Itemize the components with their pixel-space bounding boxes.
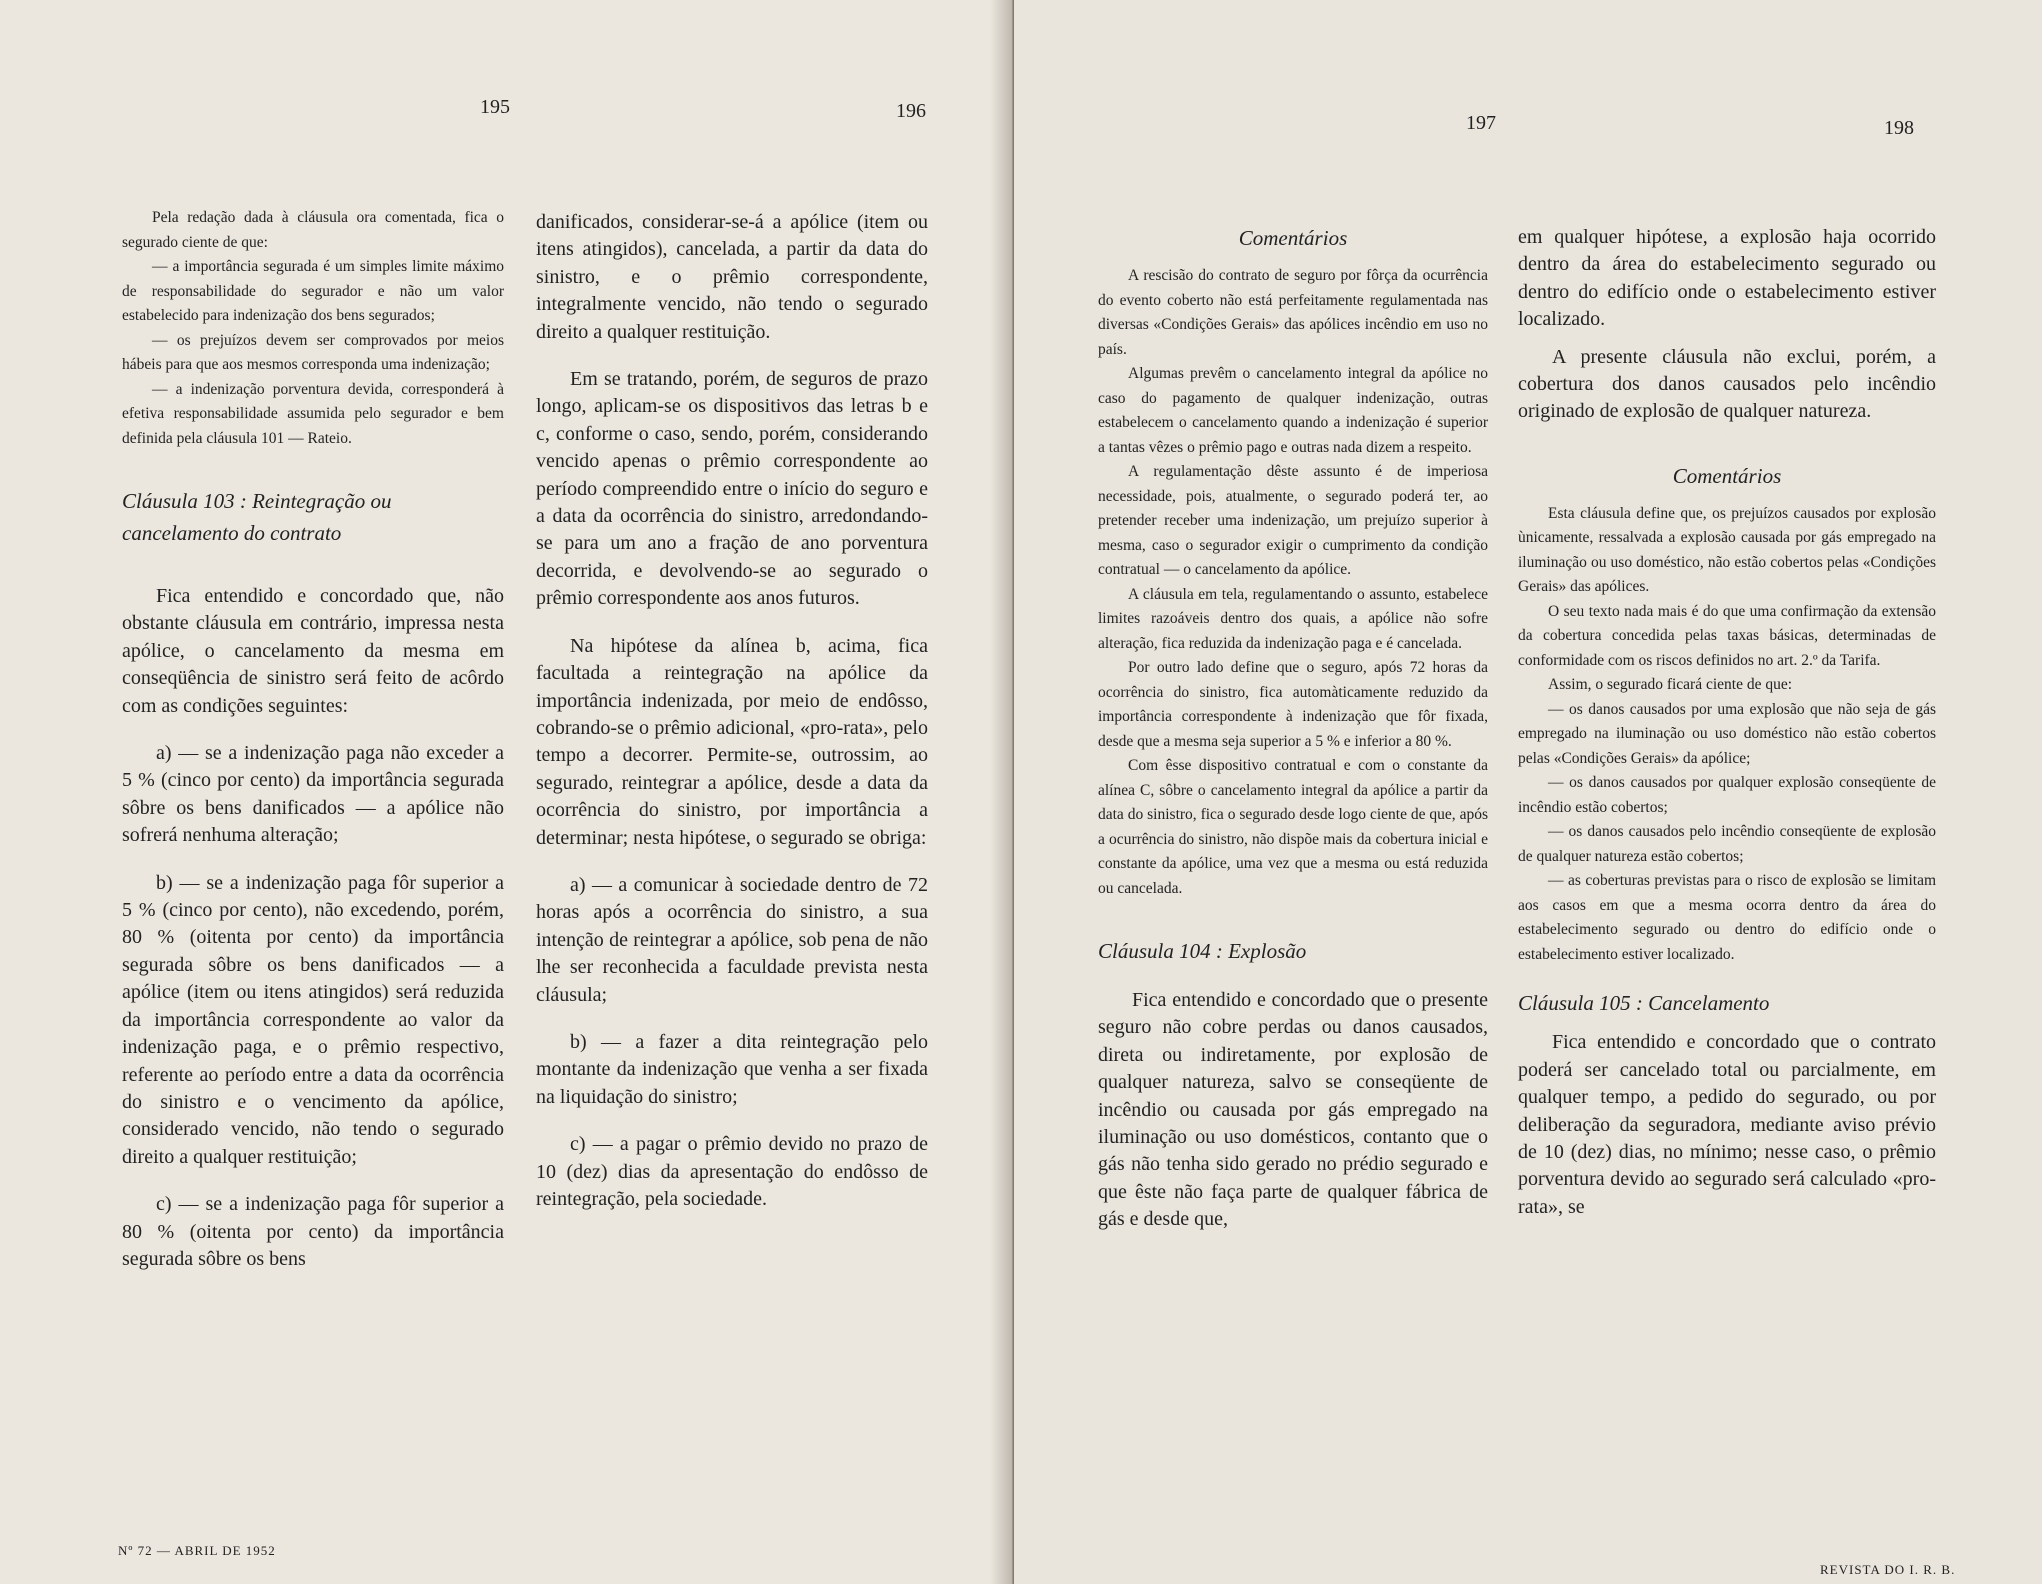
comments-heading: Comentários (1672, 463, 1782, 488)
column-195 (122, 206, 504, 1273)
paragraph: danificados, considerar-se-á a apólice (item ou itens atingidos), cancelada, a partir da data do sinistro, e o prêmio correspondente, integralmente vencido, não tendo o segurado direito a qualquer restituição. (536, 211, 928, 343)
list-item: — os danos causados por qualquer explosão conseqüente de incêndio estão cobertos; (1518, 774, 1936, 816)
clause-heading-104: Cláusula 104 : Explosão (1098, 939, 1307, 963)
right-page (1014, 0, 2042, 1584)
paragraph: Em se tratando, porém, de seguros de prazo longo, aplicam-se os dispositivos das letras b e c, conforme o caso, sendo, porém, considerando vencido apenas o prêmio correspondente ao período compreendido entre o início do seguro e a data da ocorrência do sinistro, arredondando-se para um ano a fração de ano porventura decorrida, e devolvendo-se ao segurado o prêmio correspondente aos anos futuros. (536, 368, 928, 610)
paragraph: A regulamentação dêste assunto é de imperiosa necessidade, pois, atualmente, o segurado poderá ter, ao pretender receber uma indenização, um prejuízo superior à mesma, caso o segurador exigir o cumprimento da condição contratual — o cancelamento da apólice. (1098, 463, 1488, 578)
column-196 (536, 209, 928, 1213)
item-c: c) — se a indenização paga fôr superior a 80 % (oitenta por cento) da importância segurada sôbre os bens (122, 1193, 504, 1270)
paragraph: Esta cláusula define que, os prejuízos causados por explosão ùnicamente, ressalvada a explosão causada por gás empregado na iluminação ou uso doméstico, não estão cobertos pelas «Condições Gerais» das apólices. (1518, 504, 1936, 596)
paragraph: O seu texto nada mais é do que uma confirmação da extensão da cobertura concedida pelas taxas básicas, determinadas de conformidade com os riscos definidos no art. 2.º da Tarifa. (1518, 602, 1936, 669)
paragraph: A rescisão do contrato de seguro por fôrça da ocurrência do evento coberto não está perfeitamente regulamentada nas diversas «Condições Gerais» das apólices incêndio em uso no país. (1098, 267, 1488, 358)
paragraph: A cláusula em tela, regulamentando o assunto, estabelece limites razoáveis dentro dos quais, a apólice não sofre alteração, fica reduzida da indenização paga e é cancelada. (1098, 585, 1488, 652)
paragraph: A presente cláusula não exclui, porém, a cobertura dos danos causados pelo incêndio originado de explosão de qualquer natureza. (1518, 345, 1936, 423)
clause-heading-105: Cláusula 105 : Cancelamento (1518, 991, 1770, 1016)
paragraph: Algumas prevêm o cancelamento integral da apólice no caso do pagamento de qualquer indenização, outras estabelecem o cancelamento quando a indenização é superior a tantas vêzes o prêmio pago e outras nada dizem a respeito. (1098, 365, 1488, 456)
paragraph: Com êsse dispositivo contratual e com o constante da alínea C, sôbre o cancelamento integral da apólice a partir da data do sinistro, fica o segurado desde logo ciente de que, após a ocurrência do sinistro, não dispõe mais da cobertura inicial e constante da apólice, uma vez que a mesma ou está reduzida ou cancelada. (1098, 757, 1488, 897)
list-item: — os danos causados pelo incêndio conseqüente de explosão de qualquer natureza estão cobertos; (1518, 823, 1936, 865)
list-item: — os danos causados por uma explosão que não seja de gás empregado na iluminação ou uso doméstico não estão cobertos pelas «Condições Gerais» da apólice; (1518, 700, 1936, 767)
left-page (0, 0, 1012, 1584)
page-number-198: 198 (1884, 117, 1914, 139)
item-a: a) — se a indenização paga não exceder a 5 % (cinco por cento) da importância segurada sôbre os bens danificados — a apólice não sofrerá nenhuma alteração; (122, 742, 504, 847)
item-c: c) — a pagar o prêmio devido no prazo de 10 (dez) dias da apresentação do endôsso de reintegração, pela sociedade. (536, 1133, 928, 1210)
paragraph: Assim, o segurado ficará ciente de que: (1548, 676, 1793, 694)
paragraph: Pela redação dada à cláusula ora comentada, fica o segurado ciente de que: (122, 209, 504, 251)
clause-heading-103: Cláusula 103 : Reintegração ou cancelamento do contrato (122, 489, 392, 545)
comments-heading: Comentários (1238, 226, 1348, 250)
clause-text: Fica entendido e concordado que o presente seguro não cobre perdas ou danos causados, direta ou indiretamente, por explosão de qualquer natureza, salvo se conseqüente de incêndio ou causada por gás empregado na iluminação ou uso domésticos, contanto que o gás não tenha sido gerado no prédio segurado e que êste não faça parte de qualquer fábrica de gás e desde que, (1098, 989, 1488, 1231)
page-number-196: 196 (896, 100, 926, 122)
item-b: b) — se a indenização paga fôr superior a 5 % (cinco por cento), não excedendo, porém, 80 % (oitenta por cento) da importância segurada sôbre os bens danificados — a apólice (item ou itens atingidos) será reduzida da importância correspondente ao valor da indenização paga, e o prêmio respectivo, referente ao período entre a data da ocorrência do sinistro e o vencimento da apólice, considerado vencido, não tendo o segurado direito a qualquer restituição; (122, 871, 504, 1168)
item-b: b) — a fazer a dita reintegração pelo montante da indenização que venha a ser fixada na liquidação do sinistro; (536, 1030, 928, 1108)
item-a: a) — a comunicar à sociedade dentro de 72 horas após a ocorrência do sinistro, a sua intenção de reintegrar a apólice, sob pena de não lhe ser reconhecida a faculdade prevista nesta cláusula; (536, 873, 928, 1006)
footer-issue: Nº 72 — ABRIL DE 1952 (118, 1543, 276, 1558)
column-198 (1518, 224, 1936, 1221)
paragraph: — a importância segurada é um simples limite máximo de responsabilidade do segurador e não um valor estabelecido para indenização dos bens segurados; (122, 258, 504, 324)
footer-journal: REVISTA DO I. R. B. (1820, 1562, 1956, 1577)
clause-text: Fica entendido e concordado que, não obstante cláusula em contrário, impressa nesta apólice, o cancelamento da mesma em conseqüência de sinistro será feito de acôrdo com as condições seguintes: (122, 585, 504, 717)
paragraph: — os prejuízos devem ser comprovados por meios hábeis para que aos mesmos corresponda uma indenização; (122, 331, 504, 373)
paragraph: — a indenização porventura devida, corresponderá à efetiva responsabilidade assumida pelo segurador e bem definida pela cláusula 101 — Rateio. (122, 380, 504, 447)
page-number-195: 195 (480, 96, 510, 118)
paragraph: em qualquer hipótese, a explosão haja ocorrido dentro da área do estabelecimento segurado ou dentro do edifício onde o estabelecimento estiver localizado. (1518, 226, 1936, 331)
paragraph: Por outro lado define que o seguro, após 72 horas da ocorrência do sinistro, fica automàticamente reduzido da importância correspondente à indenização que fôr fixada, desde que a mesma seja superior a 5 % e inferior a 80 %. (1098, 659, 1488, 750)
list-item: — as coberturas previstas para o risco de explosão se limitam aos casos em que a mesma ocorra dentro da área do estabelecimento segurado ou dentro do edifício onde o estabelecimento estiver localizado. (1518, 872, 1936, 963)
page-number-197: 197 (1466, 112, 1496, 134)
clause-text: Fica entendido e concordado que o contrato poderá ser cancelado total ou parcialmente, em qualquer tempo, a pedido do segurado, ou por deliberação da seguradora, mediante aviso prévio de 10 (dez) dias, no mínimo; nesse caso, o prêmio porventura devido ao segurado será calculado «pro-rata», se (1518, 1031, 1936, 1218)
paragraph: Na hipótese da alínea b, acima, fica facultada a reintegração na apólice da importância indenizada, por meio de endôsso, cobrando-se o prêmio adicional, «pro-rata», pelo tempo a decorrer. Permite-se, outrossim, ao segurado, reintegrar a apólice, desde a data da ocorrência do sinistro, por importância a determinar; nesta hipótese, o segurado se obriga: (536, 634, 928, 849)
column-197 (1098, 222, 1488, 1234)
